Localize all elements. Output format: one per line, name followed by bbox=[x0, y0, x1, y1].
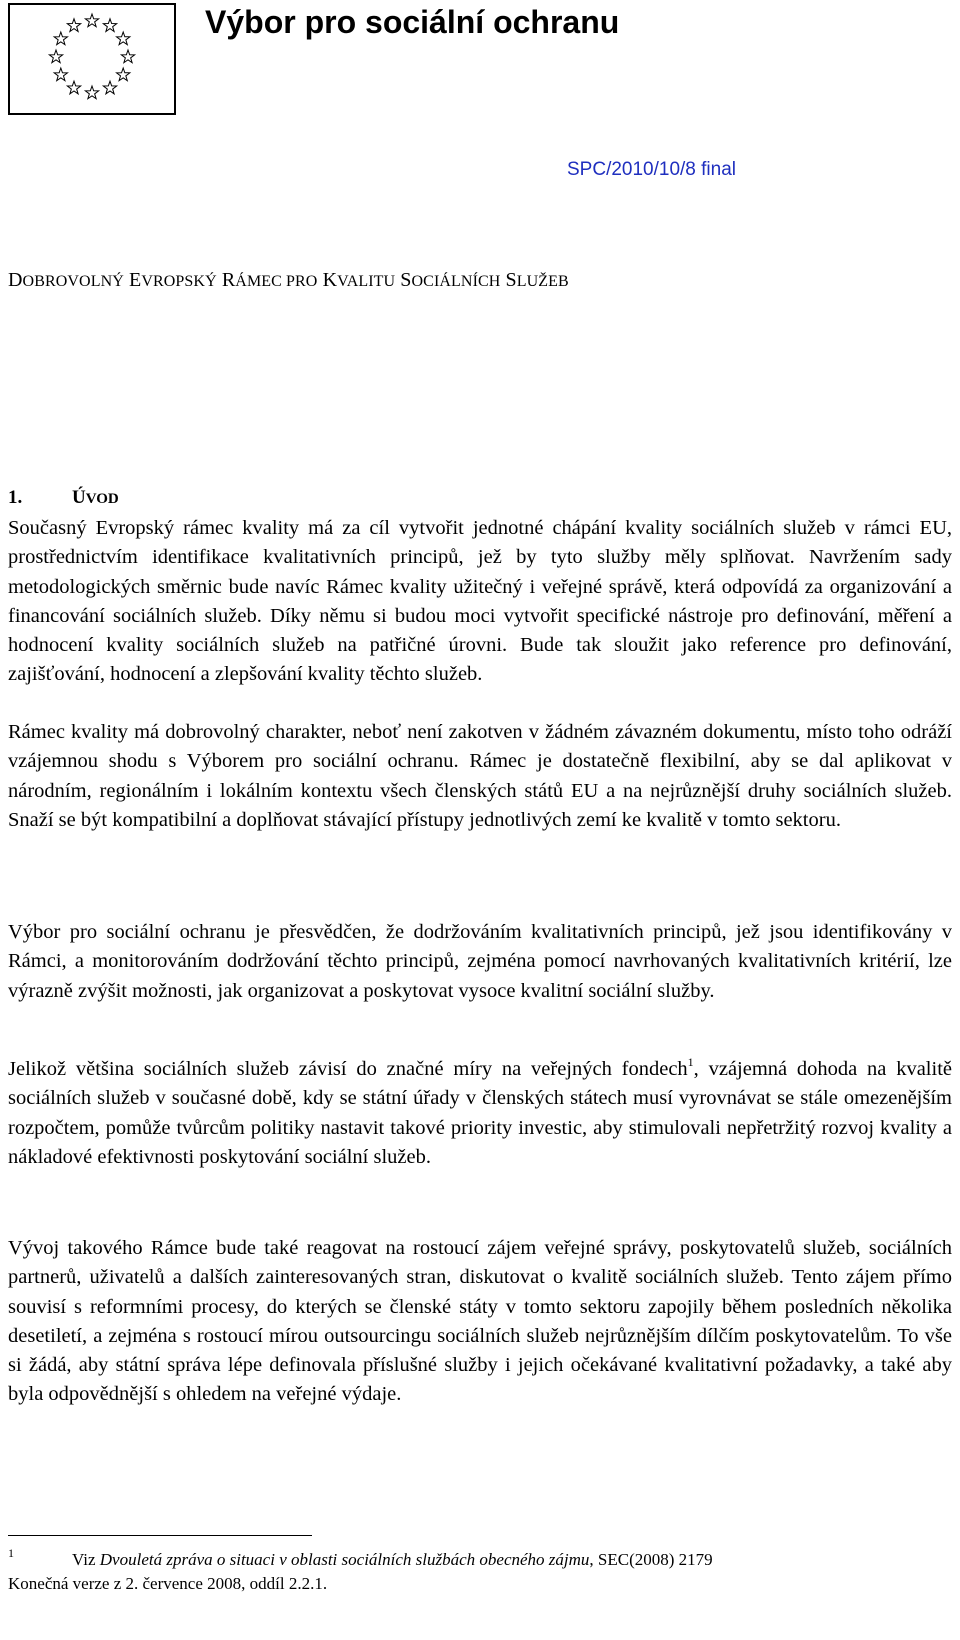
star-icon bbox=[117, 32, 130, 45]
footnote-line-2: Konečná verze z 2. července 2008, oddíl 2.2.1. bbox=[8, 1574, 328, 1593]
star-icon bbox=[103, 19, 116, 32]
committee-title: Výbor pro sociální ochranu bbox=[205, 4, 620, 40]
paragraph-5: Vývoj takového Rámce bude také reagovat na rostoucí zájem veřejné správy, poskytovatelů služeb, sociálních partnerů, uživatelů a dalších zainteresovaných stran, diskutovat o kvalitě sociálních služeb. Tento zájem přímo souvisí s reformními procesy, do kterých se členské státy v tomto sektoru zapojily během posledních několika desetiletí, a zejména s rostoucí mírou outsourcingu sociálních služeb nejrůznějším dílčím poskytovatelům. To vše si žádá, aby státní správa lépe definovala příslušné služby i jejich očekávané kvalitativní požadavky, a také aby byla odpovědnější s ohledem na veřejné výdaje. bbox=[8, 1237, 952, 1406]
document-title: DOBROVOLNÝ EVROPSKÝ RÁMEC PRO KVALITU SOCIÁLNÍCH SLUŽEB bbox=[8, 269, 569, 291]
paragraph-3: Výbor pro sociální ochranu je přesvědčen, že dodržováním kvalitativních principů, jež jsou identifikovány v Rámci, a monitorováním dodržování těchto principů, zejména pomocí navrhovaných kvalitativních kritérií, lze výrazně zvýšit možnosti, jak organizovat a poskytovat vysoce kvalitní sociální služby. bbox=[8, 921, 952, 1002]
footnote-cited-title: Dvouletá zpráva o situaci v oblasti sociálních službách obecného zájmu bbox=[99, 1550, 590, 1569]
section-title: ÚVOD bbox=[72, 487, 119, 508]
footnote-divider bbox=[8, 1535, 312, 1536]
star-icon bbox=[103, 81, 116, 94]
section-number: 1. bbox=[8, 487, 23, 508]
eu-stars-icon bbox=[10, 5, 174, 113]
eu-flag-logo bbox=[8, 3, 176, 115]
star-icon bbox=[54, 32, 67, 45]
footnote: $^1$ Viz Dvouletá zpráva o situaci v oblasti sociálních službách obecného zájmu, SEC(2008) 2179 Konečná verze z 2. července 2008, oddíl 2.2.1. bbox=[8, 1548, 952, 1596]
star-icon bbox=[85, 86, 98, 99]
paragraph-1: Současný Evropský rámec kvality má za cíl vytvořit jednotné chápání kvality sociálních služeb v rámci EU, prostřednictvím identifikace kvalitativních principů, jež by tyto služby měly splňovat. Navržením sady metodologických směrnic bude navíc Rámec kvality užitečný i veřejné správě, která odpovídá za organizování a financování sociálních služeb. Díky němu si budou moci vytvořit specifické nástroje pro definování, měření a hodnocení kvality sociálních služeb na patřičné úrovni. Bude tak sloužit jako reference pro definování, zajišťování, hodnocení a zlepšování kvality těchto služeb. bbox=[8, 517, 952, 686]
star-icon bbox=[49, 50, 62, 63]
star-icon bbox=[54, 68, 67, 81]
star-icon bbox=[67, 81, 80, 94]
star-icon bbox=[121, 50, 134, 63]
footnote-reference[interactable]: 1 bbox=[687, 1055, 694, 1069]
footnote-mark: 1 bbox=[8, 1546, 14, 1560]
document-reference: SPC/2010/10/8 final bbox=[567, 159, 737, 180]
section-heading bbox=[8, 486, 119, 511]
star-icon bbox=[117, 68, 130, 81]
star-icon bbox=[67, 19, 80, 32]
paragraph-4: Jelikož většina sociálních služeb závisí do značné míry na veřejných fondech$^1$, vzájemná dohoda na kvalitě sociálních služeb v současné době, kdy se státní úřady v členských státech musí vyrovnávat se stále omezenějším rozpočtem, pomůže tvůrcům politiky nastavit takové priority investic, aby stimulovali nepřetržitý rozvoj kvality a nákladové efektivnosti poskytování sociální služeb. bbox=[8, 1055, 952, 1168]
star-icon bbox=[85, 14, 98, 27]
paragraph-2: Rámec kvality má dobrovolný charakter, neboť není zakotven v žádném závazném dokumentu, místo toho odráží vzájemnou shodu s Výborem pro sociální ochranu. Rámec je dostatečně flexibilní, aby se dal aplikovat v národním, regionálním i lokálním kontextu všech členských států EU a na nejrůznější druhy sociálních služeb. Snaží se být kompatibilní a doplňovat stávající přístupy jednotlivých zemí ke kvalitě v tomto sektoru. bbox=[8, 721, 952, 831]
